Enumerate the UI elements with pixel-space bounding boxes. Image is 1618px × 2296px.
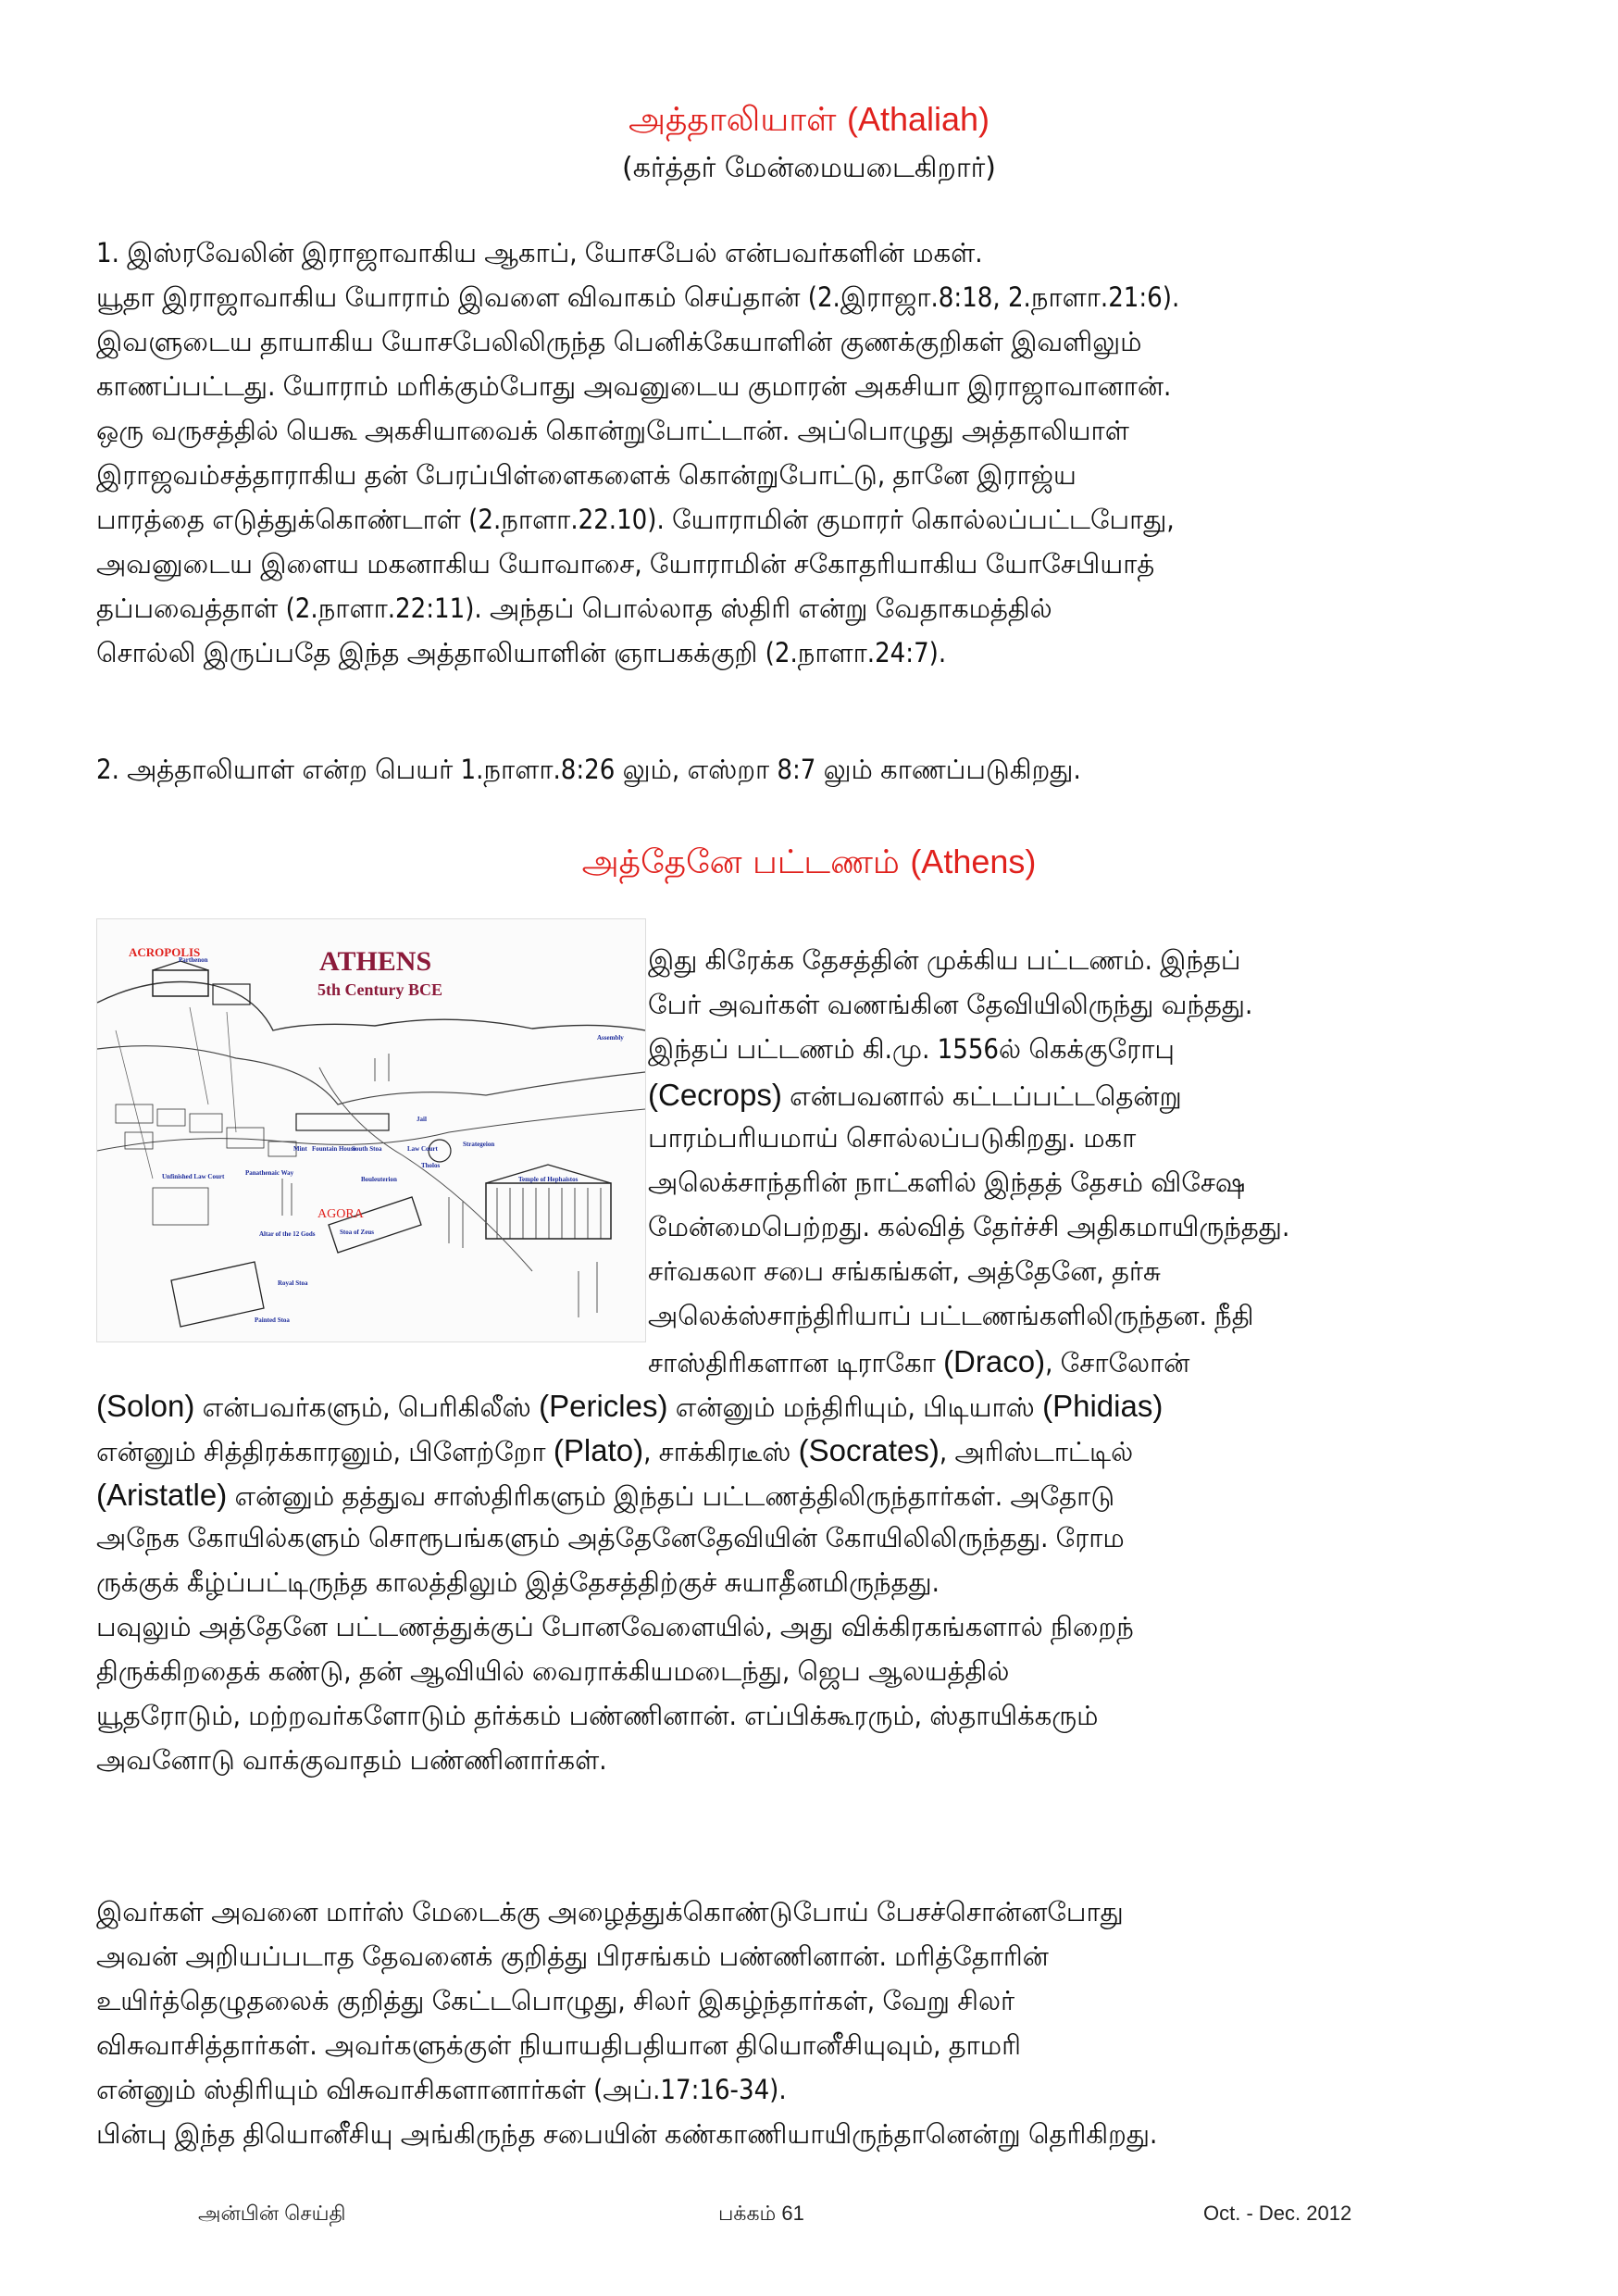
text-line: இவளுடைய தாயாகிய யோசபேலிலிருந்த பெனிக்கேயாளின் குணக்குறிகள் இவளிலும்: [96, 326, 1142, 357]
text-segment: என்னும் தத்துவ சாஸ்திரிகளும் இந்தப் பட்டணத்திலிருந்தார்கள். அதோடு: [227, 1480, 1115, 1512]
english-name: (Pericles): [539, 1389, 668, 1423]
text-line: அவனுடைய இளைய மகனாகிய யோவாசை, யோராமின் சகோதரியாகிய யோசேபியாத்: [96, 548, 1155, 580]
text-line: அவன் அறியப்படாத தேவனைக் குறித்து பிரசங்கம் பண்ணினான். மரித்தோரின்: [96, 1940, 1049, 1972]
text-line: ஒரு வருசத்தில் யெகூ அகசியாவைக் கொன்றுபோட்டான். அப்பொழுது அத்தாலியாள்: [96, 415, 1129, 446]
english-name: (Phidias): [1042, 1389, 1164, 1423]
text-line: மேன்மைபெற்றது. கல்வித் தேர்ச்சி அதிகமாயிருந்தது.: [648, 1211, 1290, 1242]
text-line: [648, 1078, 1182, 1116]
text-line: பாரம்பரியமாய் சொல்லப்படுகிறது. மகா: [648, 1122, 1137, 1154]
map-label: Mint: [293, 1145, 307, 1153]
text-line: 1. இஸ்ரவேலின் இராஜாவாகிய ஆகாப், யோசபேல் என்பவர்களின் மகள்.: [96, 237, 983, 268]
english-name: (Socrates): [798, 1433, 940, 1467]
text-segment: என்பவர்களும், பெரிகிலீஸ்: [194, 1391, 540, 1423]
text-line: திருக்கிறதைக் கண்டு, தன் ஆவியில் வைராக்கியமடைந்து, ஜெப ஆலயத்தில்: [96, 1655, 1010, 1687]
text-line: இவர்கள் அவனை மார்ஸ் மேடைக்கு அழைத்துக்கொண்டுபோய் பேசச்சொன்னபோது: [96, 1896, 1124, 1928]
english-name: (Solon): [96, 1389, 195, 1423]
text-line: அலெக்ஸ்சாந்திரியாப் பட்டணங்களிலிருந்தன. நீதி: [648, 1300, 1254, 1331]
map-label: Fountain House: [312, 1145, 356, 1153]
map-label: Assembly: [597, 1034, 624, 1042]
text-line: விசுவாசித்தார்கள். அவர்களுக்குள் நியாயதிபதியான தியொனீசியுவும், தாமரி: [96, 2029, 1021, 2061]
map-label: Bouleuterion: [361, 1176, 397, 1183]
text-line: காணப்பட்டது. யோராம் மரிக்கும்போது அவனுடைய குமாரன் அகசியா இராஜாவானான்.: [96, 370, 1172, 402]
text-line: சர்வகலா சபை சங்கங்கள், அத்தேனே, தர்சு: [648, 1255, 1161, 1287]
footer-page-number: பக்கம் 61: [718, 2202, 804, 2225]
map-label: South Stoa: [352, 1145, 382, 1153]
text-line: உயிர்த்தெழுதலைக் குறித்து கேட்டபொழுது, சிலர் இகழ்ந்தார்கள், வேறு சிலர்: [96, 1985, 1015, 2016]
text-segment: , சோலோன்: [1045, 1347, 1190, 1379]
english-name: (Draco): [943, 1344, 1046, 1379]
map-label: Jail: [417, 1116, 427, 1123]
text-line: அவனோடு வாக்குவாதம் பண்ணினார்கள்.: [96, 1744, 607, 1776]
title-english: (Athens): [910, 842, 1037, 880]
text-line: ருக்குக் கீழ்ப்பட்டிருந்த காலத்திலும் இத்தேசத்திற்குச் சுயாதீனமிருந்தது.: [96, 1566, 940, 1598]
section-subtitle: (கர்த்தர் மேன்மையடைகிறார்): [622, 152, 996, 184]
text-line: [96, 1433, 1133, 1471]
text-segment: சாஸ்திரிகளான டிராகோ: [648, 1347, 944, 1379]
map-label: Altar of the 12 Gods: [259, 1230, 316, 1238]
map-label: Law Court: [407, 1145, 438, 1153]
english-name: (Plato): [553, 1433, 644, 1467]
section-title-athens: [0, 842, 1618, 886]
text-line: தப்பவைத்தாள் (2.நாளா.22:11). அந்தப் பொல்லாத ஸ்திரி என்று வேதாகமத்தில்: [96, 593, 1052, 624]
text-line: என்னும் ஸ்திரியும் விசுவாசிகளானார்கள் (அப்.17:16-34).: [96, 2074, 787, 2105]
map-label: Temple of Hephaistos: [518, 1176, 579, 1183]
map-label: Stoa of Zeus: [340, 1229, 374, 1236]
text-line: சொல்லி இருப்பதே இந்த அத்தாலியாளின் ஞாபகக்குறி (2.நாளா.24:7).: [96, 637, 947, 668]
text-segment: என்பவனால் கட்டப்பட்டதென்று: [781, 1080, 1182, 1112]
text-line: பாரத்தை எடுத்துக்கொண்டாள் (2.நாளா.22.10). யோராமின் குமாரர் கொல்லப்பட்டபோது,: [96, 504, 1175, 535]
title-tamil: அத்தாலியாள்: [628, 101, 837, 139]
map-label: Strategeion: [463, 1141, 495, 1148]
athaliah-paragraph-2: 2. அத்தாலியாள் என்ற பெயர் 1.நாளா.8:26 லும், எஸ்றா 8:7 லும் காணப்படுகிறது.: [96, 754, 1081, 785]
section-title-athaliah: [0, 100, 1618, 144]
text-line: [96, 1478, 1114, 1516]
text-line: யூதா இராஜாவாகிய யோராம் இவளை விவாகம் செய்தான் (2.இராஜா.8:18, 2.நாளா.21:6).: [96, 281, 1180, 313]
athens-map-illustration: [96, 918, 646, 1342]
text-segment: , சாக்கிரடீஸ்: [643, 1436, 799, 1467]
text-line: [96, 1389, 1163, 1427]
map-label-acropolis: ACROPOLIS: [129, 945, 201, 959]
map-title: ATHENS: [319, 946, 432, 977]
text-line: பேர் அவர்கள் வணங்கின தேவியிலிருந்து வந்தது.: [648, 989, 1253, 1020]
text-line: பின்பு இந்த தியொனீசியு அங்கிருந்த சபையின் கண்காணியாயிருந்தானென்று தெரிகிறது.: [96, 2118, 1158, 2150]
text-line: இது கிரேக்க தேசத்தின் முக்கிய பட்டணம். இந்தப்: [648, 944, 1241, 976]
map-label: Unfinished Law Court: [162, 1173, 225, 1180]
text-line: பவுலும் அத்தேனே பட்டணத்துக்குப் போனவேளையில், அது விக்கிரகங்களால் நிறைந்: [96, 1611, 1134, 1642]
title-tamil: அத்தேனே பட்டணம்: [581, 843, 900, 881]
english-name: (Cecrops): [648, 1078, 782, 1112]
text-line: அலெக்சாந்தரின் நாட்களில் இந்தத் தேசம் விசேஷ: [648, 1167, 1246, 1198]
map-subtitle: 5th Century BCE: [317, 980, 443, 999]
footer-magazine-name: அன்பின் செய்தி: [198, 2202, 346, 2225]
text-segment: என்னும் மந்திரியும், பிடியாஸ்: [667, 1391, 1043, 1423]
map-label: Tholos: [421, 1162, 441, 1169]
map-label-agora: AGORA: [317, 1207, 364, 1221]
text-line: இந்தப் பட்டணம் கி.மு. 1556ல் கெக்குரோபு: [648, 1033, 1175, 1065]
text-line: யூதரோடும், மற்றவர்களோடும் தர்க்கம் பண்ணினான். எப்பிக்கூரரும், ஸ்தாயிக்கரும்: [96, 1700, 1099, 1731]
text-segment: என்னும் சித்திரக்காரனும், பிளேற்றோ: [96, 1436, 554, 1467]
map-label: Royal Stoa: [278, 1279, 308, 1287]
text-line: இராஜவம்சத்தாராகிய தன் பேரப்பிள்ளைகளைக் கொன்றுபோட்டு, தானே இராஜ்ய: [96, 459, 1077, 491]
text-segment: , அரிஸ்டாட்டில்: [939, 1436, 1134, 1467]
map-label: Parthenon: [179, 956, 208, 964]
english-name: (Aristatle): [96, 1478, 228, 1512]
title-english: (Athaliah): [846, 100, 990, 138]
footer-issue-date: Oct. - Dec. 2012: [1203, 2202, 1352, 2225]
map-label: Painted Stoa: [255, 1316, 290, 1324]
text-line: அநேக கோயில்களும் சொரூபங்களும் அத்தேனேதேவியின் கோயிலிலிருந்தது. ரோம: [96, 1522, 1125, 1554]
map-label: Panathenaic Way: [245, 1169, 294, 1177]
text-line: [648, 1344, 1189, 1382]
